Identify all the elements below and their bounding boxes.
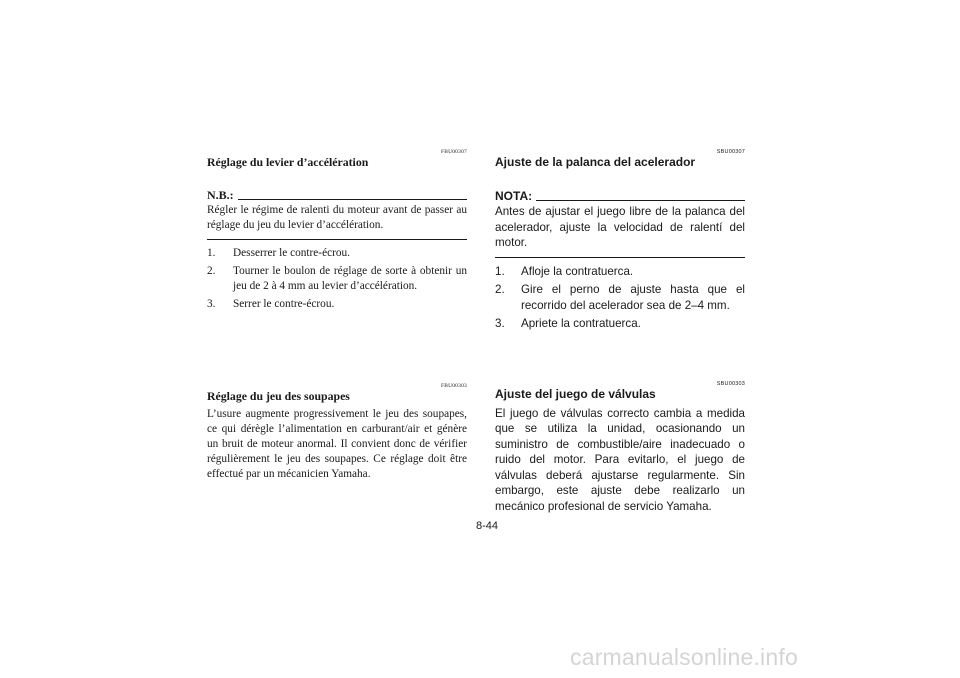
section-title: Ajuste del juego de válvulas [495, 387, 656, 401]
note-rule [238, 199, 467, 200]
step-text: Gire el perno de ajuste hasta que el recorrido del acelerador sea de 2–4 mm. [521, 283, 745, 312]
section-title: Réglage du levier d’accélération [207, 155, 369, 169]
note-header [207, 188, 467, 203]
steps-list [495, 264, 745, 332]
spanish-section-throttle-lever [495, 149, 745, 335]
note-text: Régler le régime de ralenti du moteur avant de passer au réglage du jeu du levier d’accélération. [207, 203, 467, 240]
step-number: 1. [207, 247, 216, 259]
section-code: FBU00303 [440, 383, 467, 389]
spanish-section-valve-clearance [495, 381, 745, 514]
step-text: Serrer le contre-écrou. [233, 298, 335, 310]
step-number: 2. [207, 265, 216, 277]
step-text: Desserrer le contre-écrou. [233, 247, 350, 259]
step-number: 3. [207, 298, 216, 310]
note-text: Antes de ajustar el juego libre de la palanca del acelerador, ajuste la velocidad de ralentí del motor. [495, 204, 745, 258]
list-item [207, 264, 467, 294]
list-item [207, 246, 467, 261]
list-item [495, 282, 745, 313]
step-number: 2. [495, 283, 505, 296]
section-paragraph: L’usure augmente progressivement le jeu des soupapes, ce qui dérègle l’alimentation en carburant/air et génère un bruit de moteur anormal. Il convient donc de vérifier régulièrement le jeu des soupapes. Ce réglage doit être effectué par un mécanicien Yamaha. [207, 408, 467, 480]
section-code: SBU00303 [716, 381, 745, 387]
note-rule [536, 200, 745, 201]
page-number: 8-44 [476, 520, 499, 532]
step-text: Afloje la contratuerca. [521, 264, 634, 278]
step-number: 3. [495, 317, 505, 330]
section-code: FBU00307 [440, 149, 467, 155]
french-section-throttle-lever [207, 149, 467, 315]
section-code: SBU00307 [716, 149, 745, 155]
note-label: NOTA: [495, 188, 533, 203]
list-item [495, 264, 745, 280]
step-number: 1. [495, 264, 505, 278]
steps-list [207, 246, 467, 312]
watermark-text: carmanualsonline.info [570, 644, 798, 670]
note-header [495, 189, 745, 205]
list-item [495, 316, 745, 332]
note-label: N.B.: [207, 188, 234, 202]
french-section-valve-clearance [207, 383, 467, 482]
section-title: Ajuste de la palanca del acelerador [495, 155, 696, 169]
section-paragraph: El juego de válvulas correcto cambia a medida que se utiliza la unidad, ocasionando un suministro de combustible/aire inadecuado o ruido del motor. Para evitarlo, el juego de válvulas deberá ajustarse regularmente. Sin embargo, este ajuste debe realizarlo un mecánico profesional de servicio Yamaha. [495, 406, 745, 513]
list-item [207, 297, 467, 312]
step-text: Apriete la contratuerca. [521, 317, 641, 330]
section-title: Réglage du jeu des soupapes [207, 389, 350, 403]
step-text: Tourner le boulon de réglage de sorte à obtenir un jeu de 2 à 4 mm au levier d’accélération. [233, 265, 467, 292]
